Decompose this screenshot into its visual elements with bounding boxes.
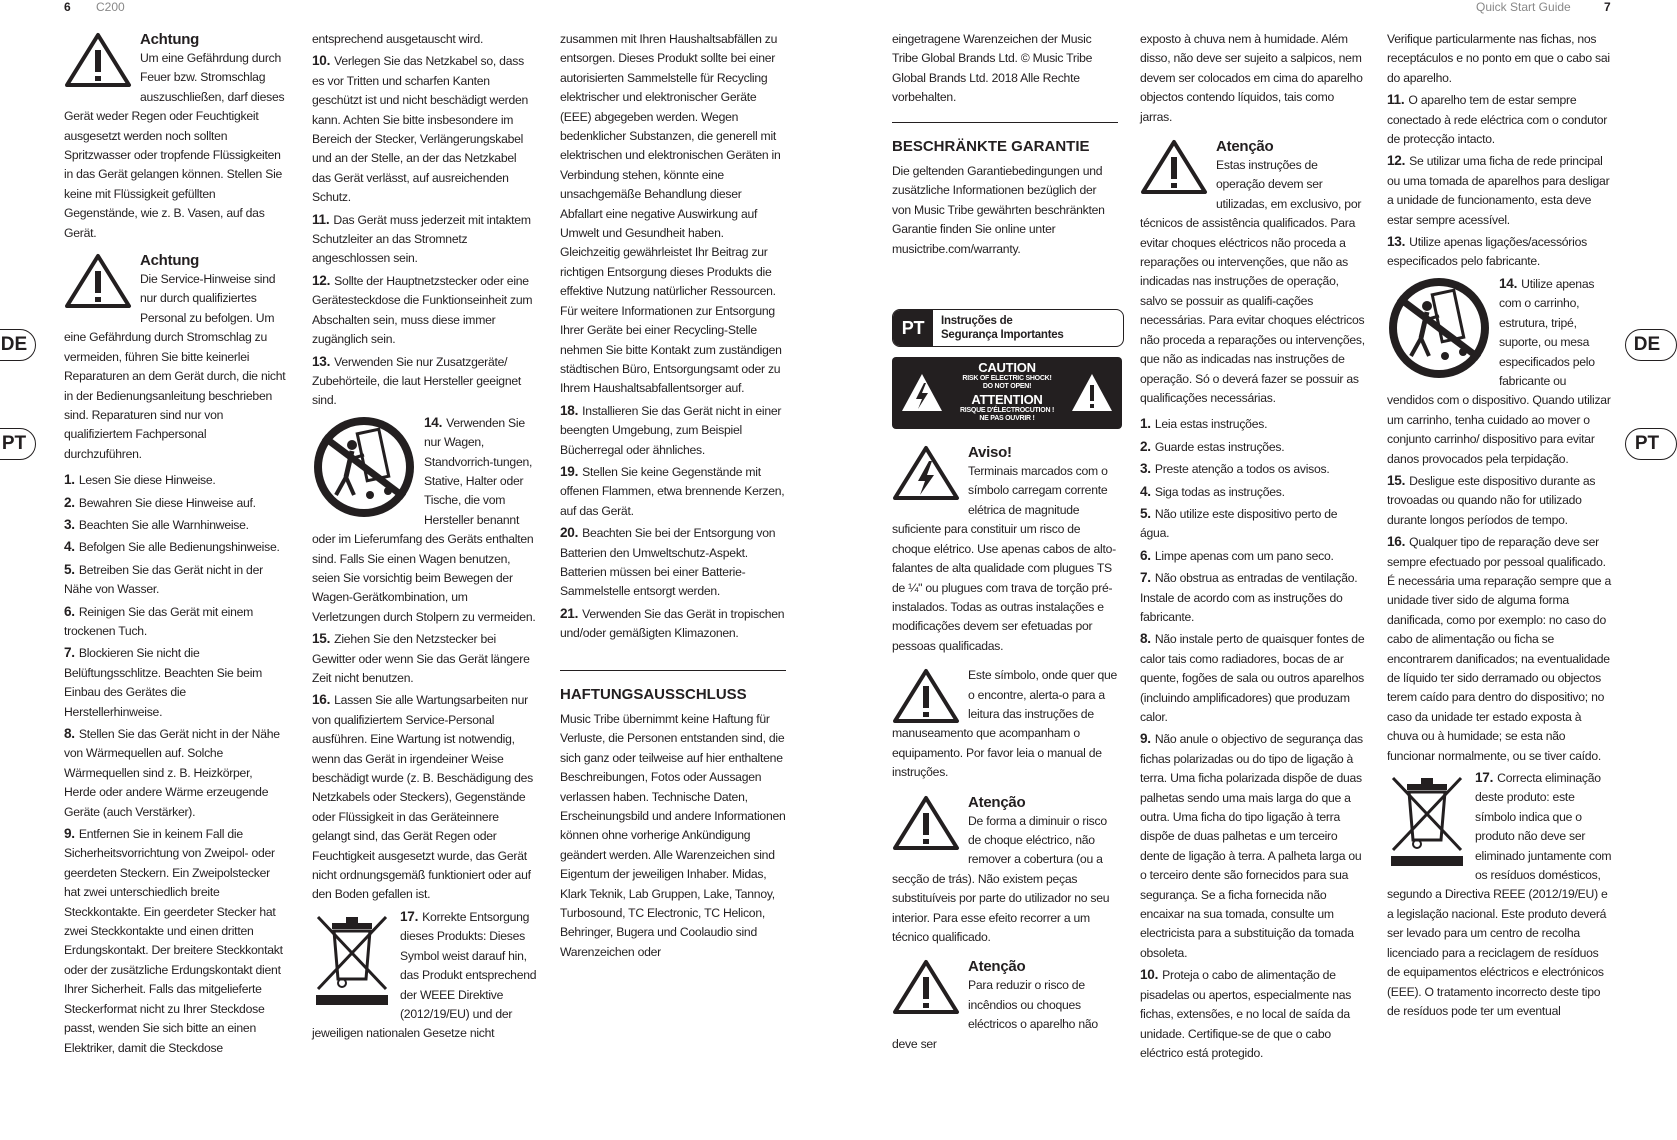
list-item: 10. Verlegen Sie das Netzkabel so, dass es vor Tritten und scharfen Kanten geschützt ist und nicht beschädigt werden kann. Achten Sie bitte insbesondere im Bereich der Stecker, Verlängerungskabel und an der Stelle, an der das Netzkabel das Gerät verlässt, auf ausreichenden Schutz. bbox=[312, 53, 529, 205]
list-item: 12. Se utilizar uma ficha de rede principal ou uma tomada de aparelhos para desligar a unidade de funcionamento, esta deve estar sempre acessível. bbox=[1387, 153, 1610, 227]
pt-atencao-3-text: Estas instruções de operação devem ser utilizadas, em exclusivo, por técnicos de assistência qualificados. Para evitar choques eléctricos não proceda a reparações ou intervenções, que não as indicadas nas instruções de operação, salvo se possuir as qualifi-cações necessárias. Para evitar choques eléctricos não proceda a reparações ou intervenções, que não as indicadas nas instruções de operação. Só o deverá fazer se possuir as qualificações necessárias. bbox=[1140, 158, 1365, 405]
de-column-1 bbox=[64, 30, 286, 1058]
lang-tab-de-right[interactable]: DE bbox=[1625, 329, 1677, 361]
list-item: 11. O aparelho tem de estar sempre conectado à rede eléctrica com o condutor de protecção intacto. bbox=[1387, 92, 1608, 147]
de-column-3 bbox=[560, 30, 786, 962]
left-model-title: C200 bbox=[96, 0, 125, 14]
pt-atencao-1 bbox=[892, 793, 1118, 948]
pt-aviso-text: Terminais marcados com o símbolo carregam corrente elétrica de magnitude suficiente para constituir um risco de choque elétrico. Use apenas cabos de alto-falantes de alta qualidade com plugues TS de ¼" ou plugues com trava de torção pré-instalados. Todas as outras instalações e modificações devem ser efetuadas por pessoas qualificadas. bbox=[892, 464, 1116, 653]
pt-badge-code: PT bbox=[893, 310, 933, 346]
weee-bin-icon bbox=[1387, 770, 1467, 866]
list-item: 15. Desligue este dispositivo durante as trovoadas ou quando não for utilizado durante longos períodos de tempo. bbox=[1387, 472, 1596, 527]
de-warning-service-text: Die Service-Hinweise sind nur durch qualifiziertes Personal zu befolgen. Um eine Gefährdung durch Stromschlag zu vermeiden, führen Sie bitte keinerlei Reparaturen an dem Gerät durch, die nicht in der Bedienungsanleitung beschrieben sind. Reparaturen sind nur von qualifiziertem Fachpersonal durchzuführen. bbox=[64, 272, 286, 461]
right-page-number: 7 bbox=[1604, 0, 1611, 14]
list-item: 16. Lassen Sie alle Wartungsarbeiten nur von qualifiziertem Service-Personal ausführen. Eine Wartung ist notwendig, wenn das Gerät in irgendeiner Weise beschädigt wurde (z. B. Beschädigung des Netzkabels oder Steckers), Gegenstände oder Flüssigkeit in das Geräteinnere gelangt sind, das Gerät Regen oder Feuchtigkeit ausgesetzt wurde, das Gerät nicht ordnungsgemäß funktioniert oder auf den Boden gefallen ist. bbox=[312, 692, 534, 902]
list-item: 1. Lesen Sie diese Hinweise. bbox=[64, 472, 216, 488]
caution-label bbox=[892, 357, 1122, 429]
list-item: 20. Beachten Sie bei der Entsorgung von Batterien den Umweltschutz-Aspekt. Batterien müssen bei einer Batterie-Sammelstelle entsorgt werden. bbox=[560, 525, 776, 599]
left-page-number: 6 bbox=[64, 0, 71, 14]
list-item: 13. Verwenden Sie nur Zusatzgeräte/ Zubehörteile, die laut Hersteller geeignet sind. bbox=[312, 353, 522, 408]
list-item: 7. Não obstrua as entradas de ventilação. Instale de acordo com as instruções do fabricante. bbox=[1140, 570, 1358, 624]
list-item: 9. Entfernen Sie in keinem Fall die Sicherheitsvorrichtung von Zweipol- oder geerdeten Steckern. Ein Zweipolstecker hat zwei unterschiedlich breite Steckkontakte. Ein geerdeter Stecker hat zwei Steckkontakte und einen dritten Erdungskontakt. Der breitere Steckkontakt oder der zusätzliche Erdungskontakt dient Ihrer Sicherheit. Falls das mitgelieferte Steckerformat nicht zu Ihrer Steckdose passt, wenden Sie sich bitte an einen Elektriker, damit die Steckdose bbox=[64, 826, 283, 1055]
list-item: 2. Bewahren Sie diese Hinweise auf. bbox=[64, 494, 256, 510]
de-warning-service-title: Achtung bbox=[140, 252, 200, 270]
list-item: 15. Ziehen Sie den Netzstecker bei Gewitter oder wenn Sie das Gerät längere Zeit nicht benutzen. bbox=[312, 631, 530, 685]
pt-item-17: 17. Correcta eliminação deste produto: este símbolo indica que o produto não deve ser eliminado juntamente com os resíduos domésticos, segundo a Directiva REEE (2012/19/EU) e a legislação nacional. Este produto deverá ser levado para um centro de recolha licenciado para a reciclagem de resíduos de equipamentos eléctricos e electrónicos (EEE). O tratamento incorrecto deste tipo de resíduos pode ter um eventual bbox=[1387, 770, 1612, 1018]
lang-tab-pt-left[interactable]: PT bbox=[0, 428, 36, 460]
de-item-9-continued: entsprechend ausgetauscht wird. bbox=[312, 32, 484, 46]
list-item: 6. Limpe apenas com um pano seco. bbox=[1140, 547, 1334, 563]
de-warning-service bbox=[64, 251, 286, 464]
pt-column-1 bbox=[892, 30, 1118, 1060]
de-item-14: 14. Verwenden Sie nur Wagen, Standvorrich-tungen, Stative, Halter oder Tische, die vom Hersteller benannt oder im Lieferumfang des Geräts enthalten sind. Falls Sie einen Wagen benutzen, seien Sie vorsichtig beim Bewegen der Wagen-Gerätkombination, um Verletzungen durch Stolpern zu vermeiden. bbox=[312, 414, 536, 624]
de-disclaimer-continued: eingetragene Warenzeichen der Music Tribe Global Brands Ltd. © Music Tribe Global Brands Ltd. 2018 Alle Rechte vorbehalten. bbox=[892, 32, 1093, 105]
pt-atencao-1-text: De forma a diminuir o risco de choque eléctrico, não remover a cobertura (ou a secção de trás). Não existem peças substituíveis por parte do utilizador no seu interior. Para esse efeito recorrer a um técnico qualificado. bbox=[892, 813, 1110, 944]
de-warning-fire bbox=[64, 30, 286, 243]
warning-triangle-icon bbox=[892, 668, 960, 724]
caution-line-3: DO NOT OPEN! bbox=[982, 383, 1032, 391]
list-item: 4. Siga todas as instruções. bbox=[1140, 483, 1285, 499]
pt-atencao-3-title: Atenção bbox=[1216, 138, 1274, 156]
warning-triangle-icon bbox=[64, 32, 132, 88]
list-item: 13. Utilize apenas ligações/acessórios especificados pelo fabricante. bbox=[1387, 234, 1587, 269]
pt-column-3 bbox=[1387, 30, 1613, 1021]
pt-atencao-2-text: Para reduzir o risco de incêndios ou choques eléctricos o aparelho não deve ser bbox=[892, 978, 1098, 1051]
warning-triangle-icon bbox=[892, 795, 960, 851]
list-item: 8. Não instale perto de quaisquer fontes de calor tais como radiadores, bocas de ar quente, fogões de sala ou outros aparelhos (incluindo amplificadores) que produzam calor. bbox=[1140, 631, 1365, 724]
list-item: 3. Beachten Sie alle Warnhinweise. bbox=[64, 516, 249, 532]
pt-badge-line-1: Instruções de bbox=[941, 315, 1013, 328]
pt-atencao-1-title: Atenção bbox=[968, 793, 1026, 811]
lightning-triangle-icon bbox=[892, 445, 960, 501]
de-item-17: 17. Korrekte Entsorgung dieses Produkts: Dieses Symbol weist darauf hin, das Produkt entsprechend der WEEE Direktive (2012/19/EU) und der jeweiligen nationalen Gesetze nicht bbox=[312, 908, 537, 1041]
list-item: 11. Das Gerät muss jederzeit mit intaktem Schutzleiter an das Stromnetz angeschlossen sein. bbox=[312, 211, 531, 266]
pt-atencao-2-title: Atenção bbox=[968, 958, 1026, 976]
list-item: 7. Blockieren Sie nicht die Belüftungsschlitze. Beachten Sie beim Einbau des Gerätes die Herstellerhinweise. bbox=[64, 645, 263, 719]
de-disclaimer-text: Music Tribe übernimmt keine Haftung für Verluste, die Personen entstanden sind, die sich ganz oder teilweise auf hier enthaltene Beschreibungen, Fotos oder Aussagen verlassen haben. Technische Daten, Erscheinungsbild und andere Informationen können ohne vorherige Ankündigung geändert werden. Alle Warenzeichen sind Eigentum der jeweiligen Inhaber. Midas, Klark Teknik, Lab Gruppen, Lake, Tannoy, Turbosound, TC Electronic, TC Helicon, Behringer, Bugera und Coolaudio sind Warenzeichen oder bbox=[560, 712, 786, 959]
pt-aviso bbox=[892, 443, 1118, 656]
de-warranty-text: Die geltenden Garantiebedingungen und zusätzliche Informationen bezüglich der von Music Tribe gewährten beschränkten Garantie finden Sie online unter musictribe.com/warranty. bbox=[892, 164, 1105, 256]
caution-line-6: NE PAS OUVRIR ! bbox=[979, 415, 1035, 423]
list-item: 4. Befolgen Sie alle Bedienungshinweise. bbox=[64, 539, 280, 555]
weee-bin-icon bbox=[312, 909, 392, 1005]
list-item: 1. Leia estas instruções. bbox=[1140, 416, 1268, 432]
lightning-triangle-icon bbox=[900, 371, 944, 415]
exclamation-triangle-icon bbox=[1070, 371, 1114, 415]
pt-atencao-2 bbox=[892, 957, 1118, 1054]
pt-badge-line-2: Segurança Importantes bbox=[941, 329, 1064, 342]
caution-line-2: RISK OF ELECTRIC SHOCK! bbox=[962, 375, 1052, 383]
warning-triangle-icon bbox=[1140, 139, 1208, 195]
page-header bbox=[0, 0, 1677, 16]
lang-tab-de-left[interactable]: DE bbox=[0, 329, 36, 361]
pt-symbol-text: Este símbolo, onde quer que o encontre, alerta-o para a leitura das instruções de manuseamento que acompanham o equipamento. Por favor leia o manual de instruções. bbox=[892, 668, 1118, 780]
list-item: 18. Installieren Sie das Gerät nicht in einer beengten Umgebung, zum Beispiel Bücherregal oder ähnliches. bbox=[560, 402, 782, 457]
list-item: 16. Qualquer tipo de reparação deve ser sempre efectuado por pessoal qualificado. É necessária uma reparação sempre que a unidade tiver sido de alguma forma danificada, como por exemplo: no caso do cabo de alimentação ou ficha se encontrarem danificados; na eventualidade de líquido ter sido derramado ou objectos terem caído para dentro do dispositivo; no caso da unidade ter estado exposta à chuva ou à humidade; se esta não funcionar normalmente, ou se tiver caído. bbox=[1387, 534, 1611, 763]
cart-warning-icon bbox=[312, 415, 416, 519]
de-warranty-heading: BESCHRÄNKTE GARANTIE bbox=[892, 122, 1118, 156]
pt-aviso-title: Aviso! bbox=[968, 444, 1012, 462]
de-disclaimer-heading: HAFTUNGSAUSSCHLUSS bbox=[560, 670, 786, 704]
caution-line-5: RISQUE D'ÉLECTROCUTION ! bbox=[959, 407, 1055, 415]
lang-tab-pt-right[interactable]: PT bbox=[1625, 428, 1677, 460]
de-warning-fire-text: Um eine Gefährdung durch Feuer bzw. Stromschlag auszuschließen, darf dieses Gerät weder Regen oder Feuchtigkeit ausgesetzt werden noch sollten Spritzwasser oder tropfende Flüssigkeiten in das Gerät gelangen können. Stellen Sie keine mit Flüssigkeit gefüllten Gegenstände, wie z. B. Vasen, auf das Gerät. bbox=[64, 51, 285, 240]
pt-column-2 bbox=[1140, 30, 1366, 1063]
pt-atencao-3 bbox=[1140, 137, 1366, 408]
caution-line-1: CAUTION bbox=[978, 360, 1036, 376]
list-item: 12. Sollte der Hauptnetzstecker oder eine Gerätesteckdose die Funktionseinheit zum Abschalten sein, muss diese immer zugänglich sein. bbox=[312, 272, 533, 347]
list-item: 5. Betreiben Sie das Gerät nicht in der Nähe von Wasser. bbox=[64, 561, 263, 597]
list-item: 9. Não anule o objectivo de segurança das fichas polarizadas ou do tipo de ligação à terra. Uma ficha polarizada dispõe de duas palhetas sendo uma mais larga do que a outra. Uma ficha do tipo ligação à terra dispõe de duas palhetas e um terceiro dente de ligação à terra. A palheta larga ou o terceiro dente são fornecidos para sua segurança. Se a ficha fornecida não encaixar na sua tomada, consulte um electricista para a substituição da tomada obsoleta. bbox=[1140, 731, 1363, 960]
pt-symbol-note bbox=[892, 666, 1118, 782]
de-item-17-continued: zusammen mit Ihren Haushaltsabfällen zu entsorgen. Dieses Produkt sollte bei einer autorisierten Sammelstelle für Recycling elektrischer und elektronischer Geräte (EEE) abgegeben werden. Wegen bedenklicher Substanzen, die generell mit elektrischen und elektronischen Geräten in Verbindung stehen, könnte eine unsachgemäße Behandlung dieser Abfallart eine negative Auswirkung auf Umwelt und Gesundheit haben. Gleichzeitig gewährleistet Ihr Beitrag zur richtigen Entsorgung dieses Produkts die effektive Nutzung natürlicher Ressourcen. Für weitere Informationen zur Entsorgung Ihrer Geräte bei einer Recycling-Stelle nehmen Sie bitte Kontakt zum zuständigen städtischen Büro, Entsorgungsamt oder zu Ihrem Haushaltsabfallentsorger auf. bbox=[560, 32, 782, 396]
pt-item-14: 14. Utilize apenas com o carrinho, estrutura, tripé, suporte, ou mesa especificados pelo fabricante ou vendidos com o dispositivo. Quando utilizar um carrinho, tenha cuidado ao mover o conjunto carrinho/ dispositivo para evitar danos provocados pela terpidação. bbox=[1387, 275, 1611, 466]
pt-atencao-2-continued: exposto à chuva nem à humidade. Além disso, não deve ser sujeito a salpicos, nem devem ser colocados em cima do aparelho objectos contendo líquidos, tais como jarras. bbox=[1140, 32, 1363, 124]
list-item: 5. Não utilize este dispositivo perto de água. bbox=[1140, 505, 1338, 541]
list-item: 21. Verwenden Sie das Gerät in tropischen und/oder gemäßigten Klimazonen. bbox=[560, 605, 785, 641]
list-item: 19. Stellen Sie keine Gegenstände mit offenen Flammen, etwa brennende Kerzen, auf das Gerät. bbox=[560, 463, 785, 518]
right-guide-title: Quick Start Guide bbox=[1476, 0, 1571, 14]
cart-warning-icon bbox=[1387, 276, 1491, 380]
de-warning-fire-title: Achtung bbox=[140, 31, 200, 48]
list-item: 3. Preste atenção a todos os avisos. bbox=[1140, 461, 1330, 477]
warning-triangle-icon bbox=[892, 959, 960, 1015]
list-item: 6. Reinigen Sie das Gerät mit einem trockenen Tuch. bbox=[64, 603, 254, 638]
warning-triangle-icon bbox=[64, 253, 132, 309]
list-item: 2. Guarde estas instruções. bbox=[1140, 438, 1285, 454]
caution-line-4: ATTENTION bbox=[971, 392, 1043, 408]
de-column-2 bbox=[312, 30, 538, 1044]
pt-section-badge bbox=[892, 309, 1124, 347]
list-item: 10. Proteja o cabo de alimentação de pisadelas ou apertos, especialmente nas fichas, extensões, e no local de saída da unidade. Certifique-se de que o cabo eléctrico está protegido. bbox=[1140, 967, 1352, 1060]
list-item: 8. Stellen Sie das Gerät nicht in der Nähe von Wärmequellen auf. Solche Wärmequellen sind z. B. Heizkörper, Herde oder andere Wärme erzeugende Geräte (auch Verstärker). bbox=[64, 726, 280, 819]
pt-item-10-continued: Verifique particularmente nas fichas, nos receptáculos e no ponto em que o cabo sai do aparelho. bbox=[1387, 32, 1610, 85]
